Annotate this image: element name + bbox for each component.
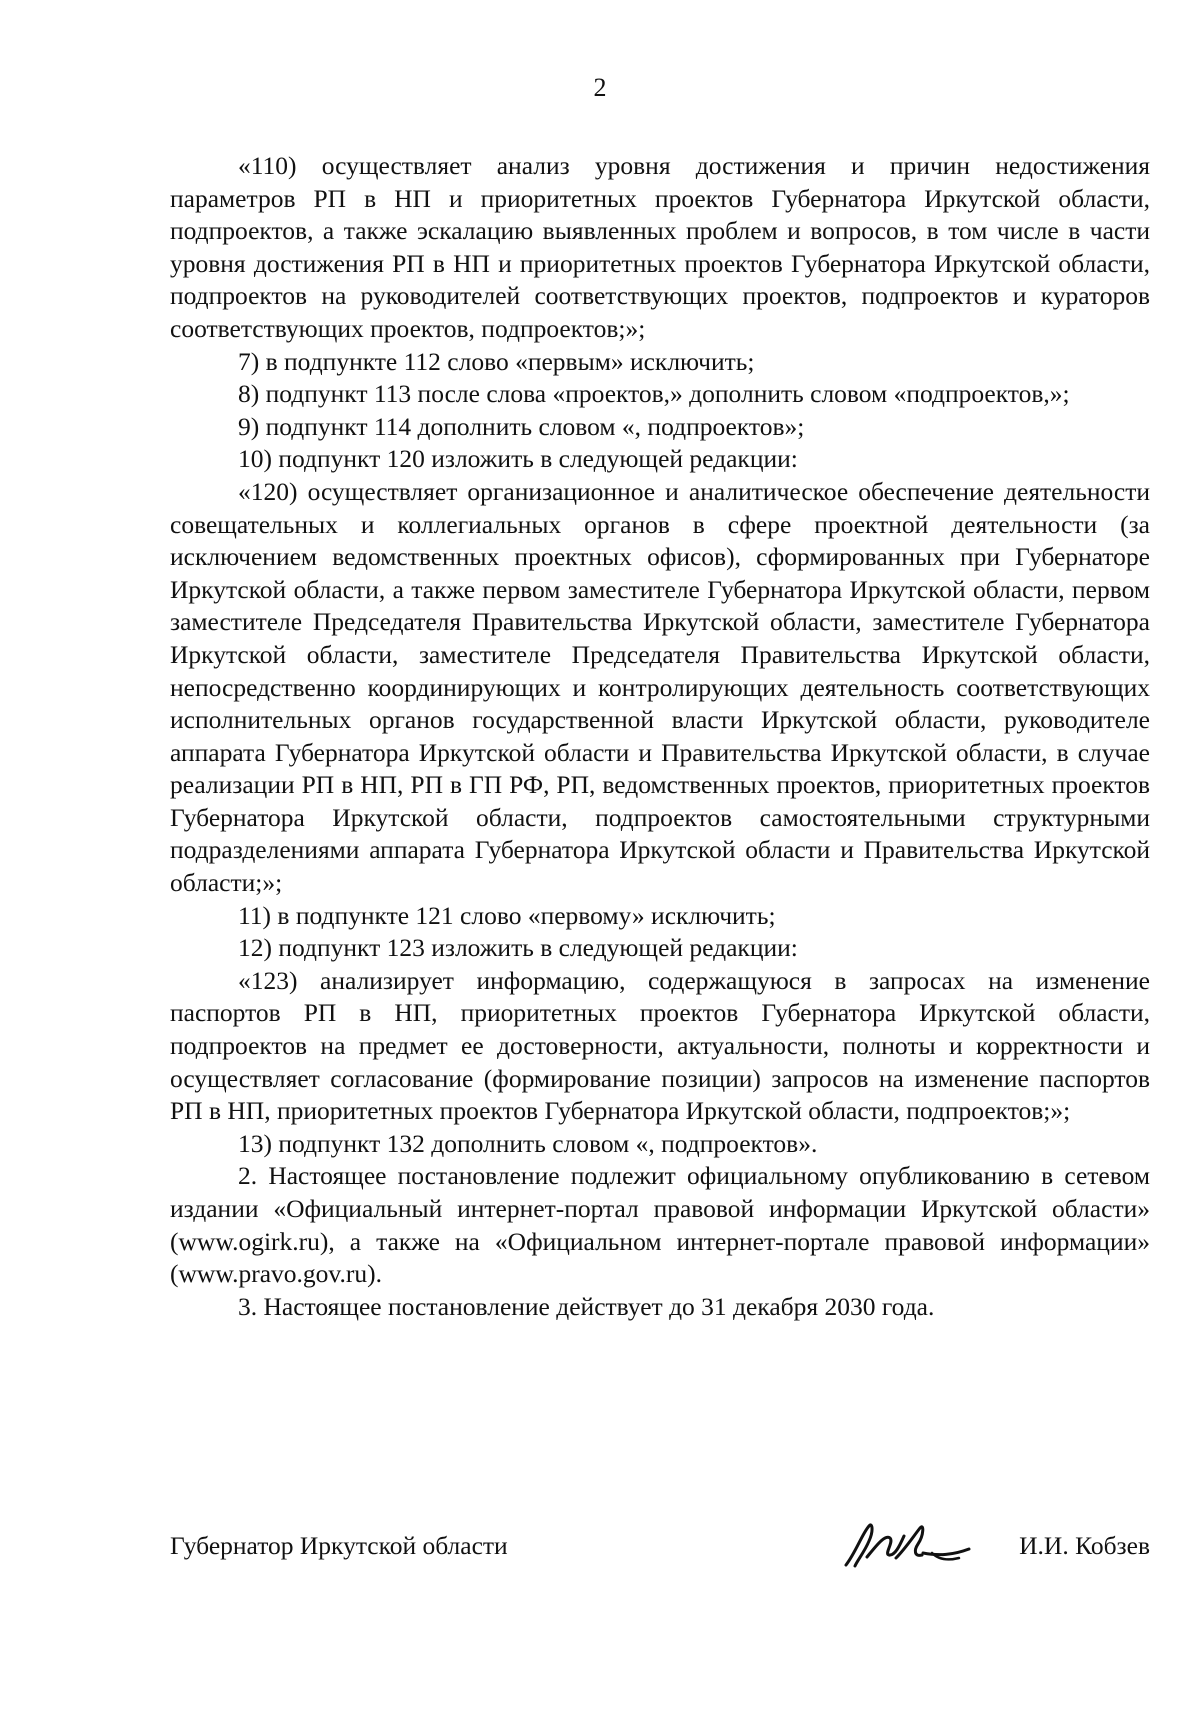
paragraph-validity: 3. Настоящее постановление действует до 31 декабря 2030 года. bbox=[238, 1291, 935, 1321]
paragraph-subitem-12: 12) подпункт 123 изложить в следующей редакции: bbox=[238, 933, 798, 963]
paragraph-subitem-11: 11) в подпункте 121 слово «первому» исключить; bbox=[238, 900, 776, 930]
signer-title: Губернатор Иркутской области bbox=[170, 1531, 508, 1560]
signer-name: И.И. Кобзев bbox=[1019, 1531, 1150, 1560]
paragraph-item-110: «110) осуществляет анализ уровня достижения и причин недостижения параметров РП в НП и приоритетных проектов Губернатора Иркутской области, подпроектов, а также эскалацию выявленных проблем и вопросов, в том числе в части уровня достижения РП в НП и приоритетных проектов Губернатора Иркутской области, подпроектов на руководителей соответствующих проектов, подпроектов и кураторов соответствующих проектов, подпроектов;»; bbox=[170, 151, 1150, 343]
document-body bbox=[170, 150, 1150, 1323]
paragraph-subitem-8: 8) подпункт 113 после слова «проектов,» дополнить словом «подпроектов,»; bbox=[238, 379, 1070, 409]
paragraph-subitem-13: 13) подпункт 132 дополнить словом «, подпроектов». bbox=[238, 1128, 818, 1158]
paragraph-publication: 2. Настоящее постановление подлежит официальному опубликованию в сетевом издании «Официальный интернет-портал правовой информации Иркутской области» (www.ogirk.ru), а также на «Официальном интернет-портале правовой информации» (www.pravo.gov.ru). bbox=[170, 1161, 1150, 1289]
paragraph-subitem-7: 7) в подпункте 112 слово «первым» исключить; bbox=[238, 346, 755, 376]
handwritten-signature bbox=[838, 1510, 988, 1580]
page-number: 2 bbox=[593, 73, 607, 102]
paragraph-item-120: «120) осуществляет организационное и аналитическое обеспечение деятельности совещательных и коллегиальных органов в сфере проектной деятельности (за исключением ведомственных проектных офисов), сформированных при Губернаторе Иркутской области, а также первом заместителе Губернатора Иркутской области, первом заместителе Председателя Правительства Иркутской области, заместителе Губернатора Иркутской области, заместителе Председателя Правительства Иркутской области, непосредственно координирующих и контролирующих деятельность соответствующих исполнительных органов государственной власти Иркутской области, руководителе аппарата Губернатора Иркутской области и Правительства Иркутской области, в случае реализации РП в НП, РП в ГП РФ, РП, ведомственных проектов, приоритетных проектов Губернатора Иркутской области, подпроектов самостоятельными структурными подразделениями аппарата Губернатора Иркутской области и Правительства Иркутской области;»; bbox=[170, 476, 1150, 898]
paragraph-subitem-9: 9) подпункт 114 дополнить словом «, подпроектов»; bbox=[238, 411, 805, 441]
signature-block bbox=[170, 1510, 1150, 1580]
paragraph-item-123: «123) анализирует информацию, содержащуюся в запросах на изменение паспортов РП в НП, приоритетных проектов Губернатора Иркутской области, подпроектов на предмет ее достоверности, актуальности, полноты и корректности и осуществляет согласование (формирование позиции) запросов на изменение паспортов РП в НП, приоритетных проектов Губернатора Иркутской области, подпроектов;»; bbox=[170, 965, 1150, 1126]
paragraph-subitem-10: 10) подпункт 120 изложить в следующей редакции: bbox=[238, 444, 798, 474]
